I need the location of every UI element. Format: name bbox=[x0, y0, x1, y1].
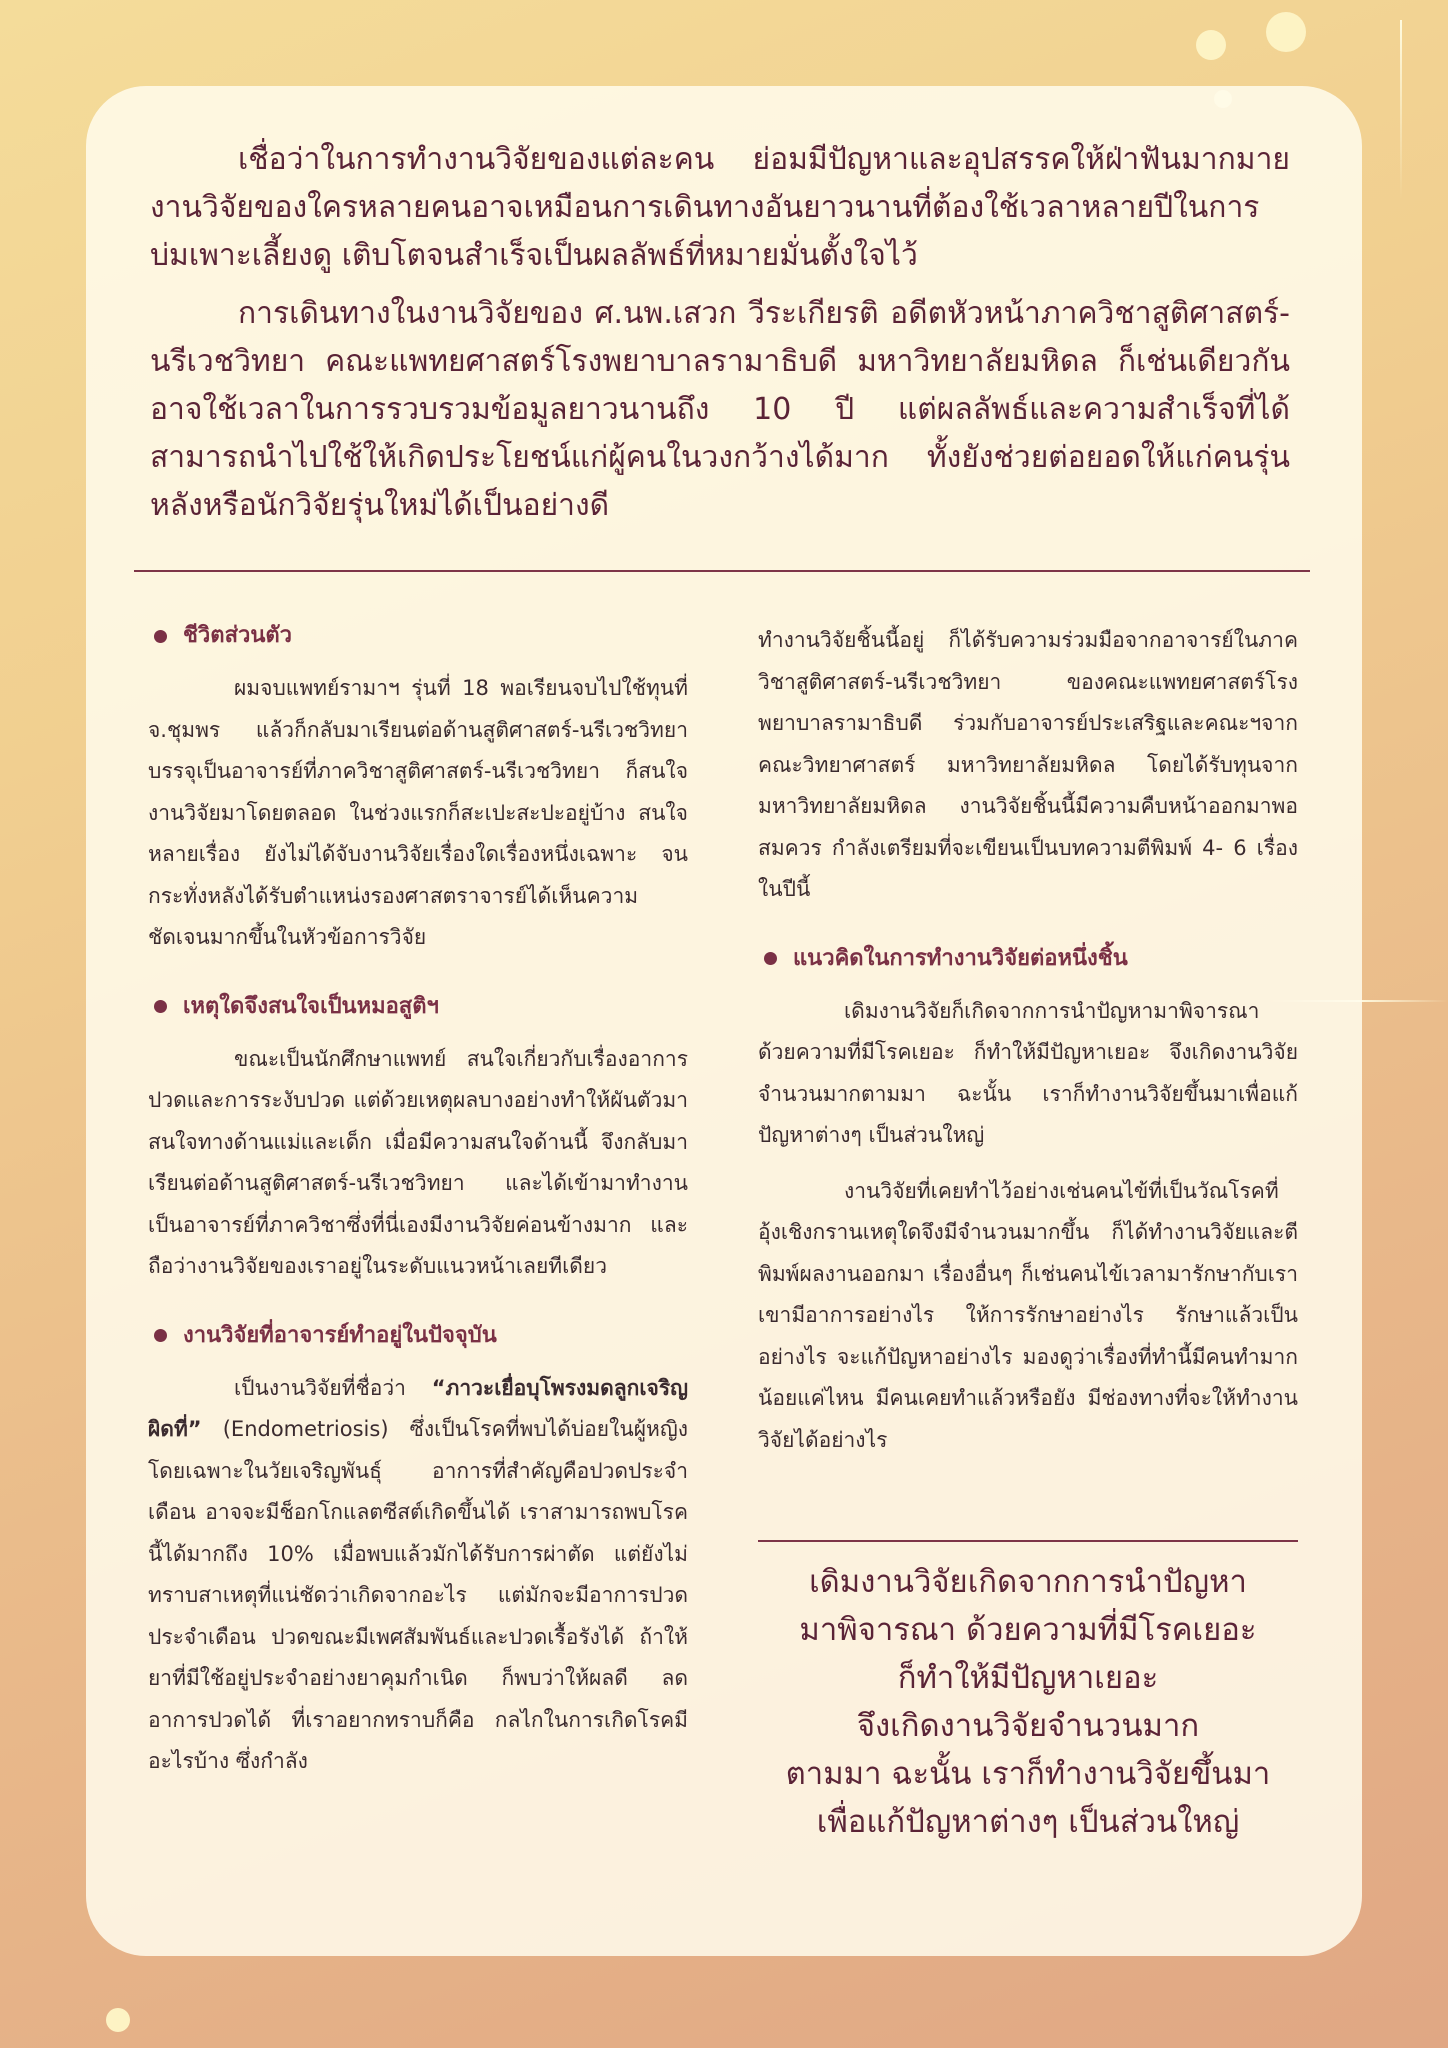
decorative-orb bbox=[106, 2008, 130, 2032]
intro-paragraph: การเดินทางในงานวิจัยของ ศ.นพ.เสวก วีระเกียรติ อดีตหัวหน้าภาควิชาสูติศาสตร์-นรีเวชวิทยา คณะแพทยศาสตร์โรงพยาบาลรามาธิบดี มหาวิทยาลัยมหิดล ก็เช่นเดียวกัน อาจใช้เวลาในการรวบรวมข้อมูลยาวนานถึง 10 ปี แต่ผลลัพธ์และความสำเร็จที่ได้ สามารถนำไปใช้ให้เกิดประโยชน์แก่ผู้คนในวงกว้างได้มาก ทั้งยังช่วยต่อยอดให้แก่คนรุ่นหลังหรือนักวิจัยรุ่นใหม่ได้เป็นอย่างดี bbox=[150, 296, 1290, 523]
decorative-sparkle bbox=[1400, 20, 1402, 200]
body-paragraph: ทำงานวิจัยชิ้นนี้อยู่ ก็ได้รับความร่วมมือจากอาจารย์ในภาควิชาสูติศาสตร์-นรีเวชวิทยา ของคณะแพทยศาสตร์โรงพยาบาลรามาธิบดี ร่วมกับอาจารย์ประเสริฐและคณะฯจากคณะวิทยาศาสตร์ มหาวิทยาลัยมหิดล โดยได้รับทุนจากมหาวิทยาลัยมหิดล งานวิจัยชิ้นนี้มีความคืบหน้าออกมาพอสมควร กำลังเตรียมที่จะเขียนเป็นบทความตีพิมพ์ 4- 6 เรื่องในปีนี้ bbox=[758, 628, 1298, 901]
bullet-icon bbox=[154, 630, 167, 643]
pull-quote-line: ก็ทำให้มีปัญหาเยอะ bbox=[897, 1660, 1159, 1696]
section-heading-text: เหตุใดจึงสนใจเป็นหมอสูติฯ bbox=[183, 993, 439, 1019]
research-title: “ภาวะเยื่อบุโพรงมดลูกเจริญผิดที่” bbox=[148, 1375, 688, 1441]
body-text: (Endometriosis) ซึ่งเป็นโรคที่พบได้บ่อยในผู้หญิง โดยเฉพาะในวัยเจริญพันธุ์ อาการที่สำคัญคือปวดประจำเดือน อาจจะมีช็อกโกแลตซีสต์เกิดขึ้นได้ เราสามารถพบโรคนี้ได้มากถึง 10% เมื่อพบแล้วมักได้รับการผ่าตัด แต่ยังไม่ทราบสาเหตุที่แน่ชัดว่าเกิดจากอะไร แต่มักจะมีอาการปวดประจำเดือน ปวดขณะมีเพศสัมพันธ์และปวดเรื้อรังได้ ถ้าให้ยาที่มีใช้อยู่ประจำอย่างยาคุมกำเนิด ก็พบว่าให้ผลดี ลดอาการปวดได้ ที่เราอยากทราบก็คือ กลไกในการเกิดโรคมีอะไรบ้าง ซึ่งกำลัง bbox=[148, 1417, 688, 1773]
body-paragraph: เดิมงานวิจัยก็เกิดจากการนำปัญหามาพิจารณา ด้วยความที่มีโรคเยอะ ก็ทำให้มีปัญหาเยอะ จึงเกิดงานวิจัยจำนวนมากตามมา ฉะนั้น เราก็ทำงานวิจัยขึ้นมาเพื่อแก้ปัญหาต่างๆ เป็นส่วนใหญ่ bbox=[758, 998, 1298, 1147]
section-heading bbox=[154, 616, 688, 656]
intro-paragraph: เชื่อว่าในการทำงานวิจัยของแต่ละคน ย่อมมีปัญหาและอุปสรรคให้ฝ่าฟันมากมาย งานวิจัยของใครหลายคนอาจเหมือนการเดินทางอันยาวนานที่ต้องใช้เวลาหลายปีในการบ่มเพาะเลี้ยงดู เติบโตจนสำเร็จเป็นผลลัพธ์ที่หมายมั่นตั้งใจไว้ bbox=[150, 142, 1290, 273]
pull-quote-line: เดิมงานวิจัยเกิดจากการนำปัญหา bbox=[809, 1564, 1247, 1600]
divider bbox=[758, 1540, 1298, 1542]
section-heading-text: ชีวิตส่วนตัว bbox=[183, 623, 293, 648]
bullet-icon bbox=[154, 1000, 167, 1013]
bullet-icon bbox=[154, 1329, 167, 1342]
section-heading bbox=[154, 987, 688, 1027]
decorative-orb bbox=[1266, 12, 1306, 52]
intro-section bbox=[150, 136, 1290, 540]
article-card bbox=[86, 86, 1362, 1956]
body-paragraph: ขณะเป็นนักศึกษาแพทย์ สนใจเกี่ยวกับเรื่องอาการปวดและการระงับปวด แต่ด้วยเหตุผลบางอย่างทำให้ผันตัวมาสนใจทางด้านแม่และเด็ก เมื่อมีความสนใจด้านนี้ จึงกลับมาเรียนต่อด้านสูติศาสตร์-นรีเวชวิทยา และได้เข้ามาทำงานเป็นอาจารย์ที่ภาควิชาซึ่งที่นี่เองมีงานวิจัยค่อนข้างมาก และถือว่างานวิจัยของเราอยู่ในระดับแนวหน้าเลยทีเดียว bbox=[148, 1046, 688, 1278]
pull-quote-line: ตามมา ฉะนั้น เราก็ทำงานวิจัยขึ้นมา bbox=[785, 1756, 1271, 1792]
pull-quote-line: จึงเกิดงานวิจัยจำนวนมาก bbox=[856, 1708, 1200, 1744]
body-paragraph bbox=[148, 1368, 688, 1783]
pull-quote bbox=[748, 1558, 1308, 1846]
body-paragraph: ผมจบแพทย์รามาฯ รุ่นที่ 18 พอเรียนจบไปใช้ทุนที่ จ.ชุมพร แล้วก็กลับมาเรียนต่อด้านสูติศาสตร์-นรีเวชวิทยา บรรจุเป็นอาจารย์ที่ภาควิชาสูติศาสตร์-นรีเวชวิทยา ก็สนใจงานวิจัยมาโดยตลอด ในช่วงแรกก็สะเปะสะปะอยู่บ้าง สนใจหลายเรื่อง ยังไม่ได้จับงานวิจัยเรื่องใดเรื่องหนึ่งเฉพาะ จนกระทั่งหลังได้รับตำแหน่งรองศาสตราจารย์ได้เห็นความชัดเจนมากขึ้นในหัวข้อการวิจัย bbox=[148, 676, 688, 949]
pull-quote-line: มาพิจารณา ด้วยความที่มีโรคเยอะ bbox=[799, 1612, 1257, 1648]
section-heading-text: แนวคิดในการทำงานวิจัยต่อหนึ่งชิ้น bbox=[793, 945, 1128, 971]
section-heading-text: งานวิจัยที่อาจารย์ทำอยู่ในปัจจุบัน bbox=[183, 1322, 497, 1348]
body-paragraph: งานวิจัยที่เคยทำไว้อย่างเช่นคนไข้ที่เป็นวัณโรคที่อุ้งเชิงกรานเหตุใดจึงมีจำนวนมากขึ้น ก็ได้ทำงานวิจัยและตีพิมพ์ผลงานออกมา เรื่องอื่นๆ ก็เช่นคนไข้เวลามารักษากับเรา เขามีอาการอย่างไร ให้การรักษาอย่างไร รักษาแล้วเป็นอย่างไร จะแก้ปัญหาอย่างไร มองดูว่าเรื่องที่ทำนี้มีคนทำมากน้อยแค่ไหน มีคนเคยทำแล้วหรือยัง มีช่องทางที่จะให้ทำงานวิจัยได้อย่างไร bbox=[758, 1178, 1298, 1452]
section-heading bbox=[154, 1316, 688, 1356]
divider bbox=[134, 570, 1310, 572]
section-heading bbox=[764, 939, 1298, 979]
decorative-orb bbox=[1196, 30, 1226, 60]
left-column bbox=[148, 616, 688, 1811]
bullet-icon bbox=[764, 952, 777, 965]
right-column bbox=[758, 620, 1298, 1489]
pull-quote-line: เพื่อแก้ปัญหาต่างๆ เป็นส่วนใหญ่ bbox=[816, 1804, 1240, 1840]
body-text: เป็นงานวิจัยที่ชื่อว่า bbox=[234, 1375, 432, 1400]
